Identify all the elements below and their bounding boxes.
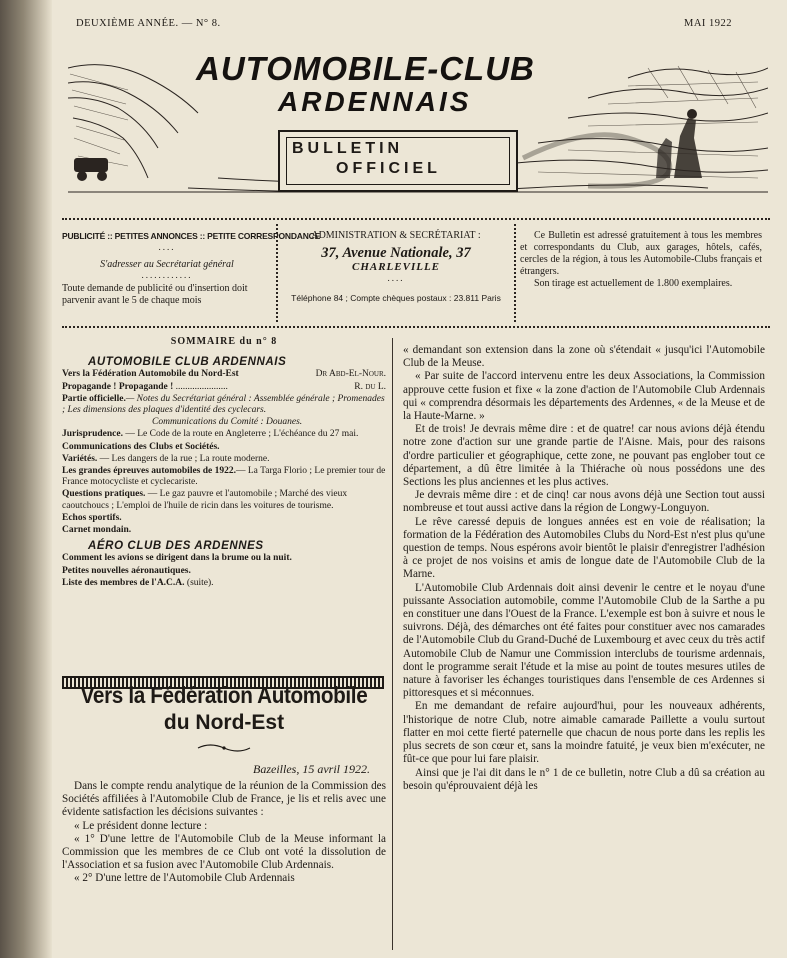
masthead — [68, 38, 768, 196]
publicity-contact: S'adresser au Secrétariat général — [100, 258, 234, 270]
officiel-label: OFFICIEL — [336, 160, 441, 177]
divider-vertical — [276, 224, 278, 322]
contents-subitem: Communications du Comité : Douanes. — [152, 417, 303, 428]
contents-heading: SOMMAIRE du n° 8 — [170, 336, 278, 347]
club-title: AUTOMOBILE-CLUB — [196, 50, 535, 87]
contents-item: Jurisprudence. — Le Code de la route en Angleterre ; L'échéance du 27 mai. — [62, 429, 359, 440]
issue-number: DEUXIÈME ANNÉE. — N° 8. — [76, 18, 221, 29]
contents-item: Petites nouvelles aéronautiques. — [62, 565, 191, 576]
paragraph: Ainsi que je l'ai dit dans le n° 1 de ce bulletin, notre Club a dû sa création au besoin qu'éprouvaient déjà les — [403, 766, 765, 792]
paragraph: Dans le compte rendu analytique de la réunion de la Commission des Sociétés affiliées à l'Automobile Club de France, je lis et relis avec une évidente satisfaction les décisions suivantes : — [62, 780, 386, 819]
circulation-notice: Son tirage est actuellement de 1.800 exemplaires. — [534, 278, 733, 289]
contents-item: Echos sportifs. — [62, 512, 122, 523]
article-column-left — [62, 780, 386, 886]
paragraph: « Par suite de l'accord intervenu entre les deux Associations, la Commission approuve cette fusion et fixe « la zone d'action de l'Automobile Club Ardennais qui « comprendra désormais les départements des Ardennes, « de la Meuse et de la Haute-Marne. » — [403, 370, 765, 423]
paragraph: Le rêve caressé depuis de longues années est en voie de réalisation; la formation de la Fédération des Automobiles Clubs du Nord-Est n'est plus qu'une question de temps. Nous espérons avoir bientôt le plaisir d'enregistrer l'adhésion à ce projet de nos voisins et amis de longue date de l'Automobile Club de la Marne. — [403, 515, 765, 581]
contents-item: Comment les avions se dirigent dans la brume ou la nuit. — [62, 553, 292, 564]
bulletin-label: BULLETIN — [292, 140, 404, 157]
address-block — [282, 230, 510, 304]
dots-ornament: .... — [387, 272, 405, 283]
paragraph: L'Automobile Club Ardennais doit ainsi devenir le centre et le noyau d'une puissante Association automobile, comme l'Automobile Club de la Sarthe a pu en constituer une dans l'Ouest de la France. L'exemple est bon à suivre et nous le suivrons. Déjà, des démarches ont été faites pour constituer avec nos camarades de l'Automobile Club du Grand-Duché de Luxembourg et avec ceux du très actif Automobile Club de Namur une Commission interclubs de tourisme ardennais, dont le programme serait l'étude et la mise au point de toutes mesures utiles de nature à favoriser les échanges touristiques dans l'ensemble de ces Ardennes si pittoresques et si méconnues. — [403, 581, 765, 700]
paragraph: « Le président donne lecture : — [74, 819, 208, 832]
contents-item: Communications des Clubs et Sociétés. — [62, 441, 220, 452]
paragraph: En me demandant de refaire aujourd'hui, pour les nouveaux adhérents, l'historique de notre Club, notre aimable camarade Paillette a voulu surtout flatter en moi cette fierté paternelle que chacun de nous porte dans les replis les plus secrets de son cœur et, sans la moindre fatuité, je veux bien m'exécuter, ne fût-ce que pour lui fare plaisir. — [403, 700, 765, 766]
contents-item: Vers la Fédération Automobile du Nord-Est Dr Abd-El-Nour. — [62, 369, 386, 380]
article-dateline: Bazeilles, 15 avril 1922. — [253, 762, 370, 776]
article-title-line2: du Nord-Est — [163, 711, 285, 734]
administration-label: ADMINISTRATION & SECRÉTARIAT : — [311, 230, 481, 241]
contents-item: Les grandes épreuves automobiles de 1922.— La Targa Florio ; Le premier tour de France motocycliste et cyclecariste. — [62, 466, 386, 488]
binding-gutter — [0, 0, 52, 958]
dots-ornament: ............ — [141, 270, 193, 280]
publicity-heading: PUBLICITÉ :: PETITES ANNONCES :: PETITE CORRESPONDANCE — [62, 231, 321, 241]
contents-section-aero: AÉRO CLUB DES ARDENNES — [88, 540, 264, 553]
contents-item: Questions pratiques. — Le gaz pauvre et l'automobile ; Marché des vieux caoutchoucs ; L'emploi de l'huile de ricin dans les voitures de tourisme. — [62, 489, 348, 511]
article-column-right — [403, 344, 765, 793]
issue-date: MAI 1922 — [684, 18, 733, 29]
paragraph: Je devrais même dire : et de cinq! car nous avons déjà une Section tout aussi nombreuse et tout aussi active dans la région de Longwy-Longuyon. — [403, 489, 765, 515]
bulletin-officiel-box — [278, 130, 518, 192]
paragraph: « 1° D'une lettre de l'Automobile Club de la Meuse informant la Commission que les membres de ce Club ont voté la dissolution de l'Association et sa fusion avec l'Automobile Club Ardennais. — [62, 832, 386, 872]
street-address: 37, Avenue Nationale, 37 — [321, 244, 471, 261]
publicity-deadline: Toute demande de publicité ou d'insertion doit parvenir avant le 5 de chaque mois — [62, 283, 248, 306]
flourish-ornament — [196, 742, 252, 754]
contents-item: Partie officielle.— Notes du Secrétariat général : Assemblée générale ; Promenades ; Les dimensions des plaques d'identité des cyclecars. — [62, 393, 385, 416]
table-of-contents — [62, 336, 386, 589]
paragraph: « 2° D'une lettre de l'Automobile Club Ardennais — [74, 872, 295, 885]
divider-vertical — [514, 224, 516, 322]
distribution-notice: Ce Bulletin est adressé gratuitement à tous les membres et correspondants du Club, aux garages, hôtels, cafés, cercles de la région, à tous les Automobile-Clubs français et étrangers. — [520, 230, 762, 277]
column-rule — [392, 338, 393, 950]
distribution-block — [520, 230, 762, 290]
contents-item: Propagande ! Propagande ! ...................... R. du L. — [62, 381, 386, 392]
contents-section-aca: AUTOMOBILE CLUB ARDENNAIS — [88, 356, 287, 369]
article-title: Vers la Fédération Automobile — [80, 682, 368, 708]
club-title-ardennais: ARDENNAIS — [278, 86, 472, 117]
contents-item: Variétés. — Les dangers de la rue ; La route moderne. — [62, 453, 270, 464]
paragraph: Et de trois! Je devrais même dire : et de quatre! car nous avions déjà étendu notre zone d'action sur une grande partie de l'Aisne. Mais, pour des raisons d'ordre particulier et géographique, cette zone, ne pouvant pas englober tout ce département, a dû être limitée à la Thiérache où nous possédons une des Sections les plus anciennes et les plus actives. — [403, 423, 765, 489]
city-name: CHARLEVILLE — [351, 261, 441, 273]
dots-ornament: .... — [158, 241, 176, 252]
contents-item: Liste des membres de l'A.C.A. (suite). — [62, 577, 214, 588]
contents-item: Carnet mondain. — [62, 525, 132, 536]
divider-dotted — [62, 218, 770, 220]
paragraph: « demandant son extension dans la zone où s'étendait « jusqu'ici l'Automobile Club de la Meuse. — [403, 344, 765, 370]
telephone-line: Téléphone 84 ; Compte chèques postaux : 23.811 Paris — [291, 292, 501, 303]
publicity-block — [62, 230, 321, 307]
divider-dotted — [62, 326, 770, 328]
